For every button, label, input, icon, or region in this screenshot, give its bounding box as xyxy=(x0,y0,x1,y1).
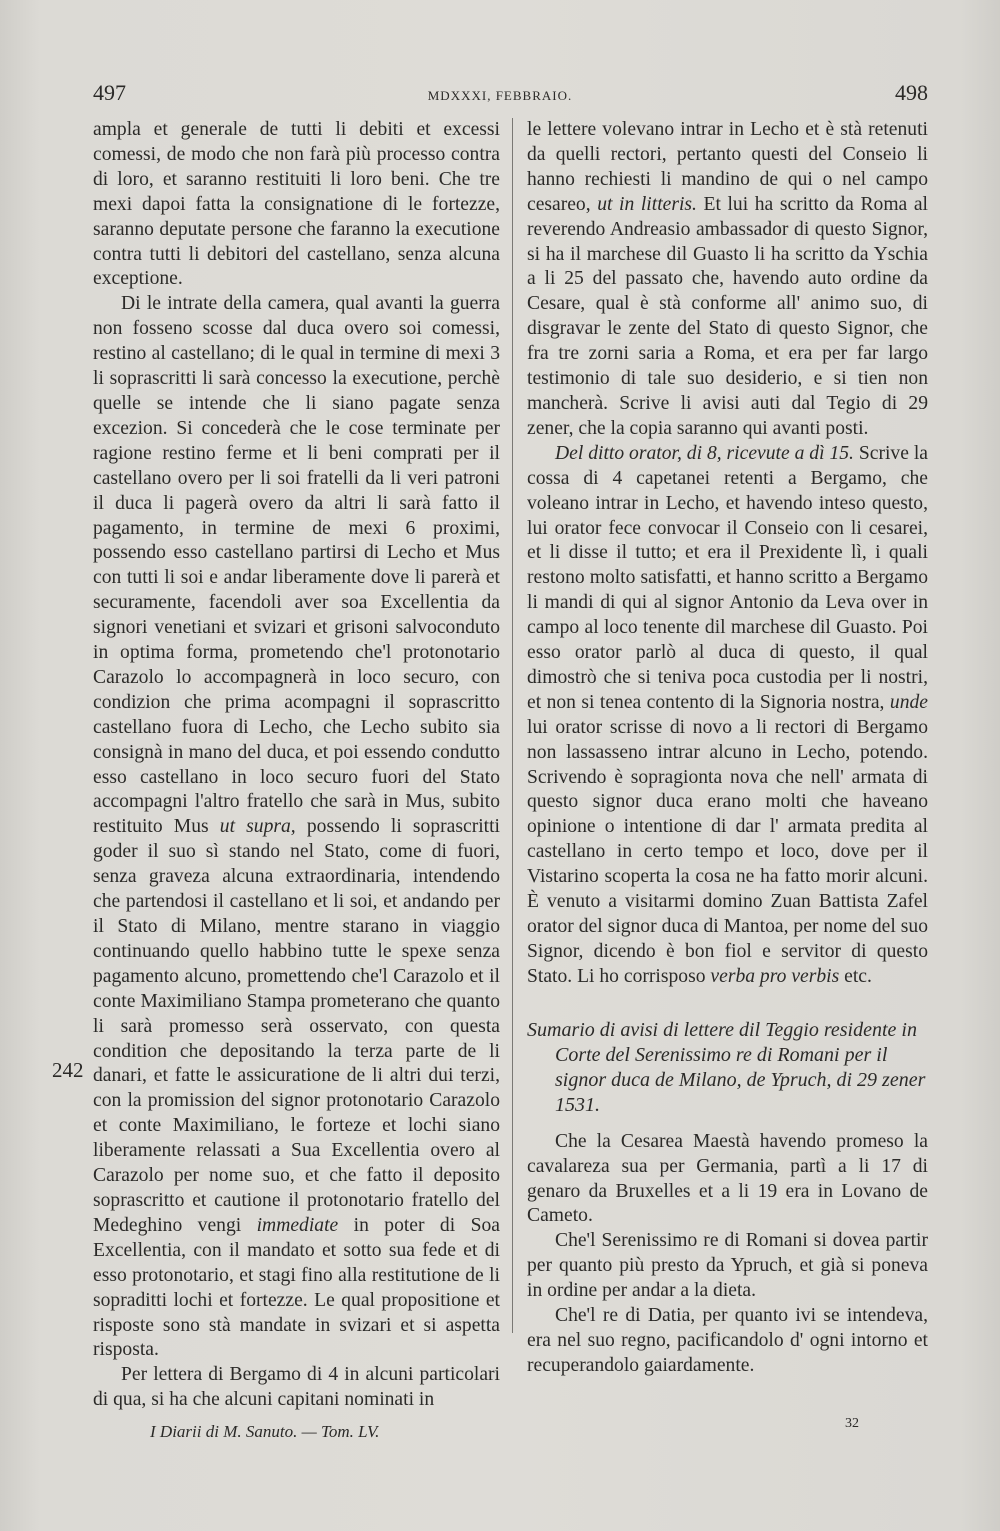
running-head: MDXXXI, FEBBRAIO. xyxy=(427,88,573,103)
sumario-body xyxy=(527,1130,928,1379)
left-paragraph-3: Per lettera di Bergamo di 4 in alcuni particolari di qua, si ha che alcuni capitani nominati in xyxy=(93,1364,500,1411)
sumario-heading: Sumario di avisi di lettere dil Teggio residente in Corte del Serenissimo re di Romani per il signor duca de Milano, de Ypruch, di 29 zener 1531. xyxy=(527,1018,926,1116)
right-paragraph-2 xyxy=(527,442,928,990)
italic-run: ut in litteris. xyxy=(597,193,697,215)
text-run: etc. xyxy=(844,965,872,987)
right-paragraph-4: Che'l Serenissimo re di Romani si dovea partir per quanto più presto da Ypruch, et già si poneva in ordine per andar a la dieta. xyxy=(527,1230,928,1302)
column-divider xyxy=(512,118,513,1333)
text-run: Et lui ha scritto da Roma al reverendo Andreasio ambassador di questo Signor, si ha il marchese dil Guasto li ha scritto da Yschia a li 25 del passato che, havendo auto ordine da Cesare, qual è stà conforme all' animo suo, di disgravar le zente del Stato di questo Signor, che fra tre zorni saria a Roma, et era per far largo testimonio di tale suo desiderio, e si tien non mancherà. Scrive li avisi auti dal Tegio di 29 zener, che la copia saranno qui avanti posti. xyxy=(527,193,928,439)
left-column xyxy=(93,118,500,1413)
left-paragraph-2 xyxy=(93,292,500,1363)
italic-run: immediate xyxy=(256,1214,339,1236)
signature-mark: 32 xyxy=(845,1416,859,1431)
italic-run: verba pro verbis xyxy=(710,965,840,987)
page-header xyxy=(0,80,1000,110)
text-run: in poter di Soa Excellentia, con il mandato et sotto sua fede et di esso protonotario, et stagi fino alla restitutione de li sopraditti lochi et fortezze. Le qual propositione et risposte sono stà mandate in svizari et si aspetta risposta. xyxy=(93,1214,500,1361)
text-run: le lettere volevano intrar in Lecho et è stà retenuti da quelli rectori, pertanto questi del Conseio li hanno rechiesti li mandino de qui o nel campo cesareo, xyxy=(527,119,928,215)
right-paragraph-5: Che'l re di Datia, per quanto ivi se intendeva, era nel suo regno, pacificandolo d' ogni intorno et recuperandolo gaiardamente. xyxy=(527,1305,928,1376)
italic-run: ut supra, xyxy=(219,816,296,838)
right-column xyxy=(527,118,928,1379)
page-number-left: 497 xyxy=(93,80,126,105)
footer-signature: I Diarii di M. Sanuto. — Tom. LV. xyxy=(150,1422,380,1441)
text-run: Di le intrate della camera, qual avanti la guerra non fosseno scosse dal duca overo soi comessi, restino al castellano; di le qual in termine di mexi 3 li soprascritti li sarà concesso la executione, perchè quelle se intende che li siano pagate senza excezion. Si concederà che le cose terminate per ragione restino ferme et li beni comprati per il castellano overo per li soi fratelli da li veri patroni il duca li pagerà overo da altri li sarà fatto il pagamento, in termine de mexi 6 proximi, possendo esso castellano partirsi di Lecho et Mus con tutti li soi e andar liberamente dove li parerà et securamente, facendoli aver soa Excellentia da signori venetiani et svizari et grisoni salvoconduto in optima forma, prometendo che'l protonotario Carazolo lo accompagnerà in loco securo, con condizion che prima acompagni il soprascritto castellano fuora di Lecho, che Lecho subito sia consignà in mano del duca, et poi essendo condutto esso castellano in loco securo fuori del Stato accompagni l'altro fratello che sarà in Mus, subito restituito Mus xyxy=(93,293,500,838)
text-run: Scrive la cossa di 4 capetanei retenti a Bergamo, che voleano intrar in Lecho, et havendo inteso questo, lui orator fece convocar il Conseio con li cesarei, et li disse il tutto; et era il Prexidente lì, i quali restono molto satisfatti, et hanno scritto a Bergamo li mandi di qui al signor Antonio da Leva over in campo al loco tenente dil marchese dil Guasto. Poi esso orator parlò al duca di questo, il qual dimostrò che si teniva poca custodia per li nostri, et non si tenea contento di la Signoria nostra, xyxy=(527,442,928,713)
left-paragraph-1: ampla et generale de tutti li debiti et excessi comessi, de modo che non farà più processo contra di loro, et saranno restituiti li loro beni. Che tre mexi dapoi fatta la consignatione di le fortezze, saranno deputate persone che faranno la executione contra tutti li debitori del castellano, senza alcuna exceptione. xyxy=(93,119,500,290)
right-paragraph-1 xyxy=(527,118,928,442)
right-paragraph-3: Che la Cesarea Maestà havendo promeso la cavalareza sua per Germania, partì a li 17 di genaro da Bruxelles et a li 19 era in Lovano de Cameto. xyxy=(527,1130,928,1227)
text-run: possendo li soprascritti goder il suo sì stando nel Stato, come di fuori, senza graveza alcuna extraordinaria, intendendo che partendosi il castellano et li soi, et andando per il Stato di Milano, mentre starano in viaggio continuando quello habbino tutte le spexe senza pagamento alcuno, promettendo che'l Carazolo et il conte Maximiliano Stampa prometerano che quanto li sarà promesso serà osservato, con questa condition che depositando la terza parte de li danari, et fatte le assicuratione de li altri dui terzi, con la promission del signor protonotario Carazolo et conte Maximiliano, le forteze et lochi siano liberamente relassati a Sua Excellentia overo al Carazolo per nome suo, et che fatto il deposito soprascritto et cautione il protonotario fratello del Medeghino vengi xyxy=(93,816,500,1236)
margin-number: 242 xyxy=(52,1058,84,1082)
italic-run: unde xyxy=(889,691,928,713)
text-run: lui orator scrisse di novo a li rectori di Bergamo non lassasseno intrar alcuno in Lecho, potendo. Scrivendo è sopragionta nova che nell' armata di questo signor duca erano molti che haveano opinione o intentione di dar l' armata predita al castellano in certo tempo et loco, dove per il Vistarino scoperta la cosa ne ha fatto morir alcuni. È venuto a visitarmi domino Zuan Battista Zafel orator del signor duca di Mantoa, per nome del suo Signor, dicendo è bon fiol e servitor di questo Stato. Li ho corrisposo xyxy=(527,716,928,987)
dispatch-heading: Del ditto orator, di 8, ricevute a dì 15. xyxy=(555,442,854,464)
page-number-right: 498 xyxy=(895,80,928,105)
